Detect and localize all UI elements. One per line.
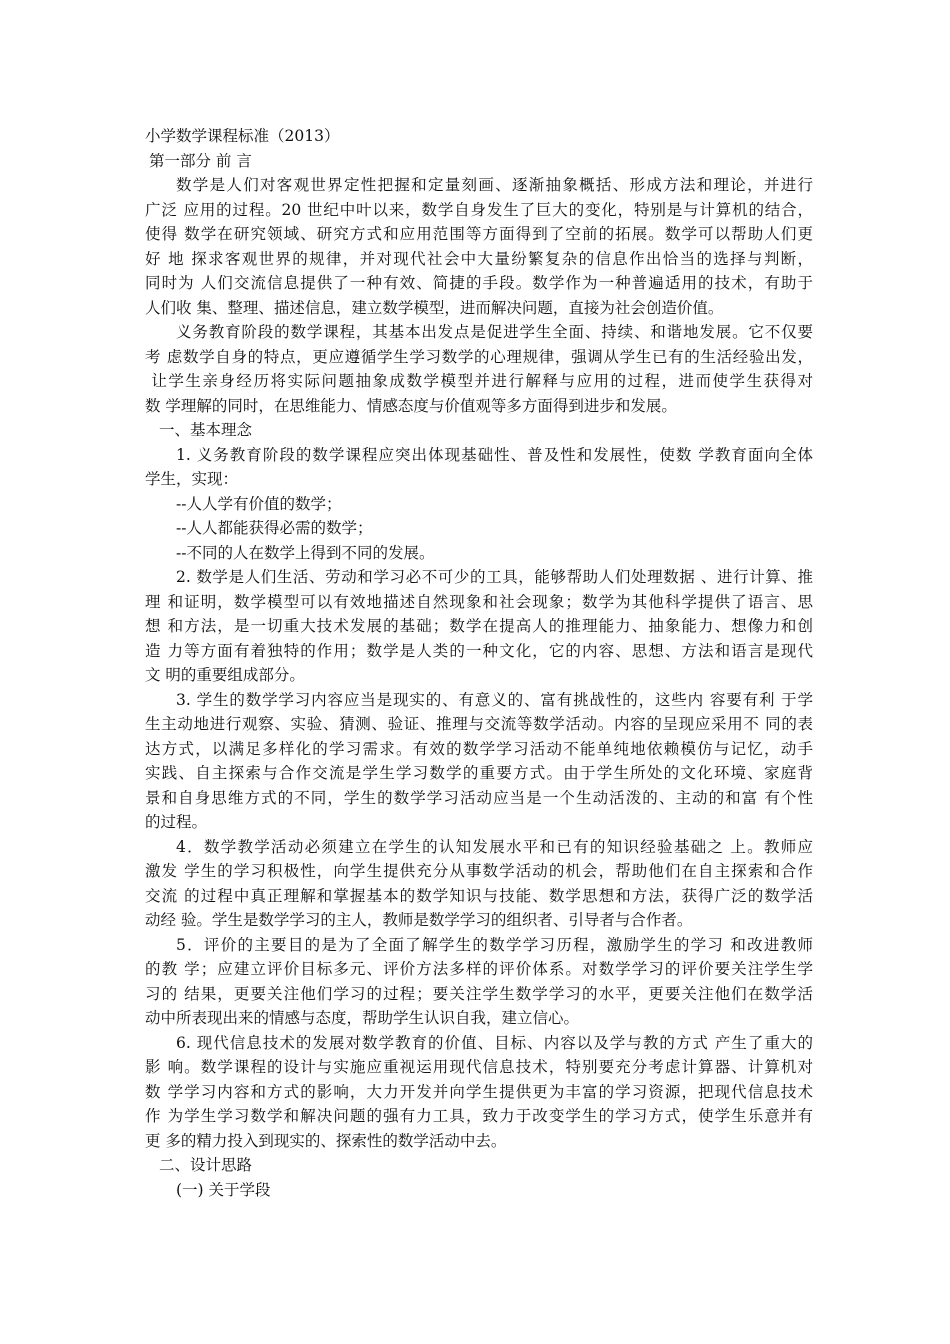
paragraph-line: 义务教育阶段的数学课程，其基本出发点是促进学生全面、持续、和谐地发展。它不仅要: [176, 323, 813, 341]
principle-item-1: [145, 443, 813, 566]
paragraph-line: 数 学学习内容和方式的影响，大力开发并向学生提供更为丰富的学习资源，把现代信息技术: [145, 1082, 813, 1101]
paragraph-line: 人们收 集、整理、描述信息，建立数学模型，进而解决问题，直接为社会创造价值。: [145, 298, 724, 317]
paragraph-line: 广泛 应用的过程。20 世纪中叶以来，数学自身发生了巨大的变化，特别是与计算机的结合，: [145, 200, 813, 219]
bullet-item: --人人都能获得必需的数学；: [176, 519, 373, 537]
paragraph-line: 习的 结果，更要关注他们学习的过程；要关注学生数学学习的水平，更要关注他们在数学活: [145, 984, 813, 1003]
paragraph-line: 5．评价的主要目的是为了全面了解学生的数学学习历程，激励学生的学习 和改进教师: [176, 935, 813, 954]
section-heading-basic-ideas: 一、基本理念: [159, 421, 253, 439]
paragraph-line: 2. 数学是人们生活、劳动和学习必不可少的工具，能够帮助人们处理数据 、进行计算、推: [176, 568, 813, 586]
paragraph-line: 让学生亲身经历将实际问题抽象成数学模型并进行解释与应用的过程，进而使学生获得对: [145, 372, 813, 390]
paragraph-line: 的教 学；应建立评价目标多元、评价方法多样的评价体系。对数学学习的评价要关注学生学: [145, 960, 813, 978]
paragraph-line: 同时为 人们交流信息提供了一种有效、简捷的手段。数学作为一种普遍适用的技术，有助于: [145, 274, 813, 292]
paragraph-line: 造 力等方面有着独特的作用；数学是人类的一种文化，它的内容、思想、方法和语言是现代: [145, 641, 813, 660]
principle-item-4: [145, 835, 813, 933]
bullet-item: --人人学有价值的数学；: [176, 494, 342, 513]
paragraph-line: 学生，实现：: [145, 470, 239, 488]
paragraph-line: 文 明的重要组成部分。: [145, 666, 305, 684]
principle-item-6: [145, 1031, 813, 1154]
principle-item-3: [145, 688, 813, 835]
paragraph-line: 数学是人们对客观世界定性把握和定量刻画、逐渐抽象概括、形成方法和理论，并进行: [176, 176, 813, 194]
paragraph-line: 生主动地进行观察、实验、猜测、验证、推理与交流等数学活动。内容的呈现应采用不 同的表: [145, 715, 813, 733]
paragraph-line: 作 为学生学习数学和解决问题的强有力工具，致力于改变学生的学习方式，使学生乐意并有: [145, 1107, 813, 1125]
paragraph-line: 交流 的过程中真正理解和掌握基本的数学知识与技能、数学思想和方法，获得广泛的数学活: [145, 886, 813, 905]
paragraph-line: 动经 验。学生是数学学习的主人，教师是数学学习的组织者、引导者与合作者。: [145, 911, 693, 929]
paragraph-line: 6. 现代信息技术的发展对数学教育的价值、目标、内容以及学与教的方式 产生了重大的: [176, 1033, 813, 1052]
bullet-item: --不同的人在数学上得到不同的发展。: [176, 543, 435, 562]
paragraph-line: 好 地 探求客观世界的规律，并对现代社会中大量纷繁复杂的信息作出恰当的选择与判断，: [145, 249, 813, 268]
intro-paragraph-1: [145, 173, 813, 320]
paragraph-line: 的过程。: [145, 813, 208, 831]
paragraph-line: 动中所表现出来的情感与态度，帮助学生认识自我，建立信心。: [145, 1009, 580, 1027]
paragraph-line: 影 响。数学课程的设计与实施应重视运用现代信息技术，特别要充分考虑计算器、计算机对: [145, 1058, 813, 1076]
paragraph-line: 理 和证明，数学模型可以有效地描述自然现象和社会现象；数学为其他科学提供了语言、思: [145, 592, 813, 611]
part-heading: 第一部分 前 言: [149, 151, 252, 170]
subsection-heading-stages: (一) 关于学段: [176, 1180, 271, 1199]
section-heading-design-ideas: 二、设计思路: [159, 1156, 253, 1174]
paragraph-line: 考 虑数学自身的特点，更应遵循学生学习数学的心理规律，强调从学生已有的生活经验出发，: [145, 347, 813, 366]
intro-paragraph-2: [145, 320, 813, 418]
paragraph-line: 激发 学生的学习积极性，向学生提供充分从事数学活动的机会，帮助他们在自主探索和合作: [145, 862, 813, 880]
paragraph-line: 实践、自主探索与合作交流是学生学习数学的重要方式。由于学生所处的文化环境、家庭背: [145, 764, 813, 782]
document-title: 小学数学课程标准（2013）: [145, 127, 340, 145]
paragraph-line: 使得 数学在研究领域、研究方式和应用范围等方面得到了空前的拓展。数学可以帮助人们更: [145, 225, 813, 243]
paragraph-line: 3. 学生的数学学习内容应当是现实的、有意义的、富有挑战性的，这些内 容要有利 于学: [176, 690, 813, 709]
principle-item-2: [145, 565, 813, 688]
paragraph-line: 景和自身思维方式的不同，学生的数学学习活动应当是一个生动活泼的、主动的和富 有个性: [145, 788, 813, 807]
paragraph-line: 4．数学教学活动必须建立在学生的认知发展水平和已有的知识经验基础之 上。教师应: [176, 837, 813, 856]
principle-item-5: [145, 933, 813, 1031]
document-body: [145, 124, 813, 1202]
paragraph-line: 想 和方法，是一切重大技术发展的基础；数学在提高人的推理能力、抽象能力、想像力和创: [145, 617, 813, 635]
paragraph-line: 数 学理解的同时，在思维能力、情感态度与价值观等多方面得到进步和发展。: [145, 396, 677, 415]
paragraph-line: 更 多的精力投入到现实的、探索性的数学活动中去。: [145, 1131, 507, 1150]
paragraph-line: 1. 义务教育阶段的数学课程应突出体现基础性、普及性和发展性，使数 学教育面向全体: [176, 445, 813, 464]
paragraph-line: 达方式，以满足多样化的学习需求。有效的数学学习活动不能单纯地依赖模仿与记忆，动手: [145, 739, 813, 758]
